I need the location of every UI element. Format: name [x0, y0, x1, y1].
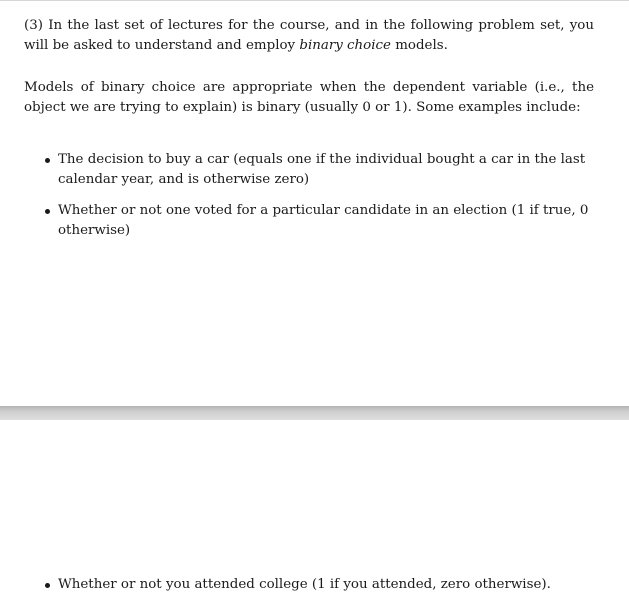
intro-emphasis: binary choice	[299, 38, 391, 53]
bullet-item-vote: Whether or not one voted for a particular candidate in an election (1 if true, 0 otherwise)	[58, 203, 589, 238]
bullet-icon	[45, 209, 50, 214]
bullet-icon	[45, 583, 50, 588]
binary-choice-paragraph: Models of binary choice are appropriate when the dependent variable (i.e., the object we are trying to explain) is binary (usually 0 or 1). Some examples include:	[24, 80, 594, 115]
bullet-icon	[45, 158, 50, 163]
bullet-item-college: Whether or not you attended college (1 if you attended, zero otherwise).	[58, 577, 551, 592]
intro-paragraph	[24, 16, 594, 56]
bullet-item-car: The decision to buy a car (equals one if the individual bought a car in the last calendar year, and is otherwise zero)	[58, 152, 586, 187]
page-separator	[0, 406, 629, 420]
intro-text-before: In the last set of lectures for the course, and in the following problem set, you will be asked to understand and employ	[24, 18, 594, 53]
problem-number: (3)	[24, 18, 43, 33]
intro-text-after: models.	[390, 38, 448, 53]
document-page-2	[0, 420, 629, 602]
